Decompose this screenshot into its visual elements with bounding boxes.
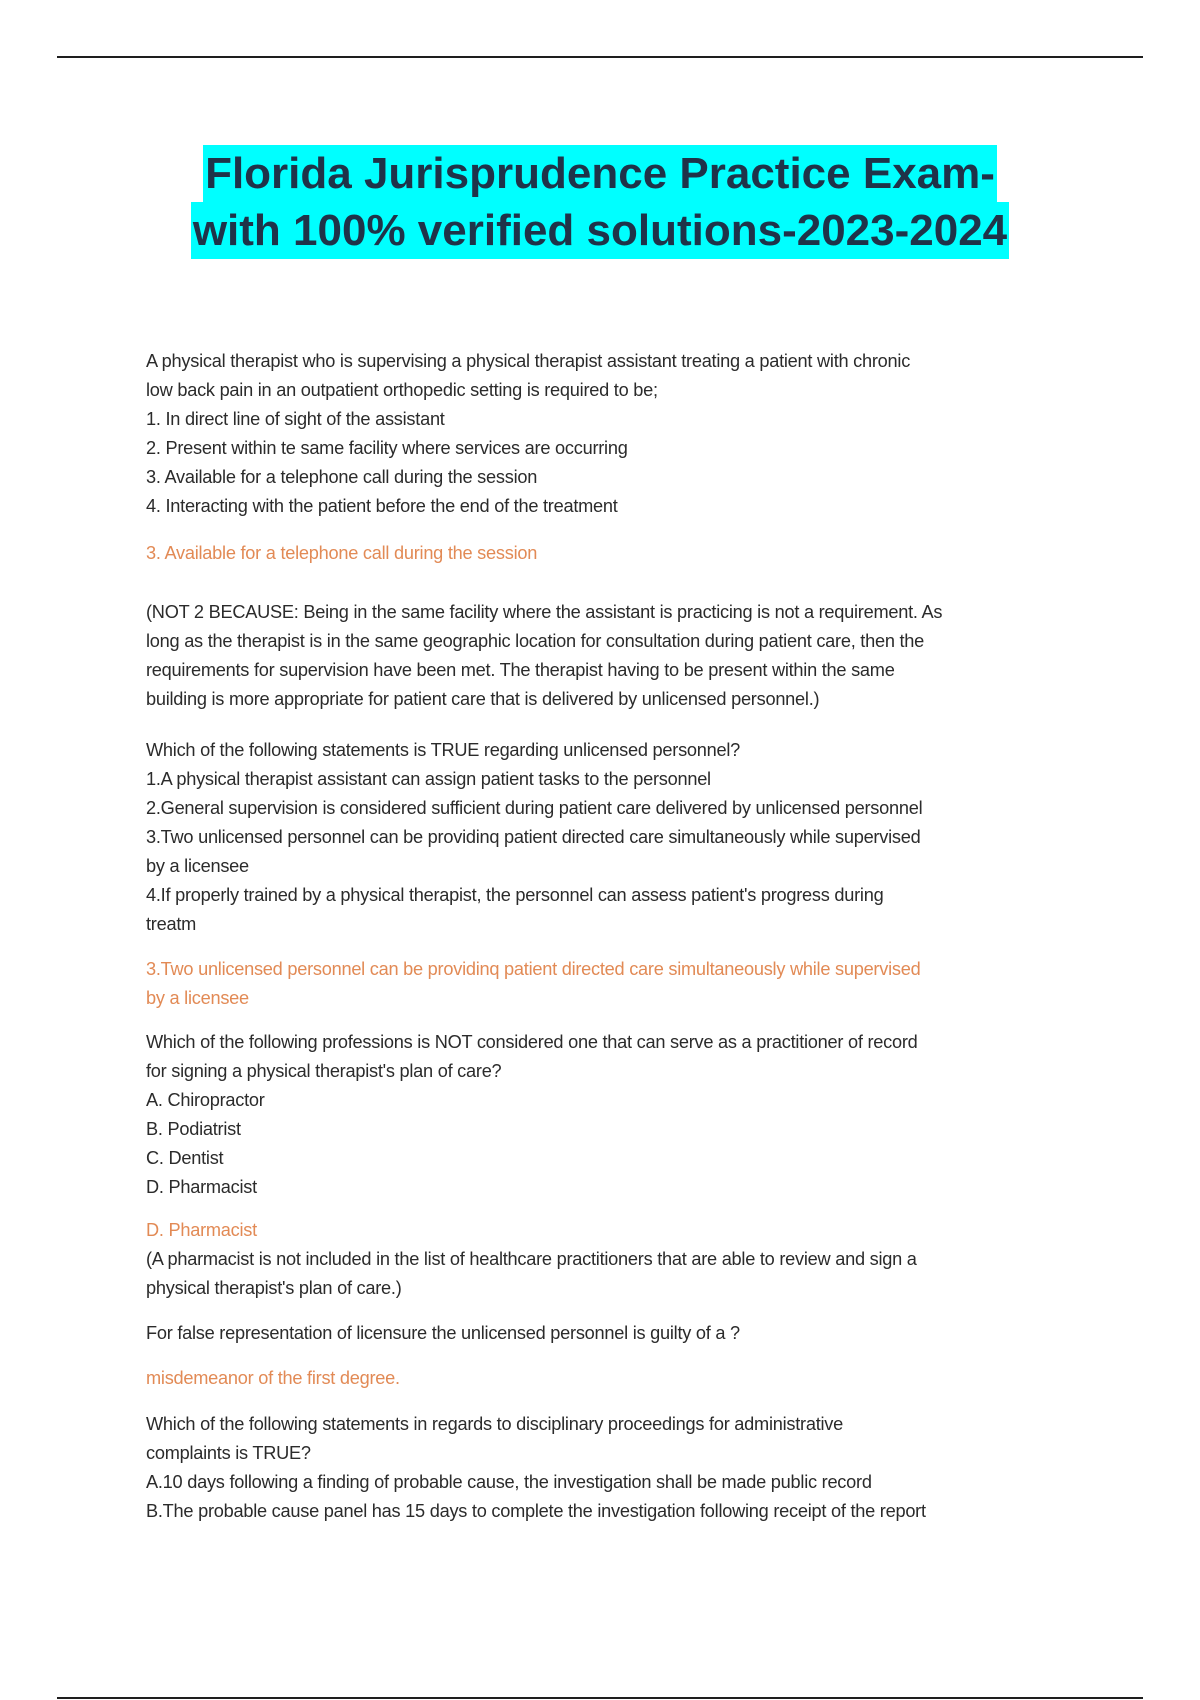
answer-text: misdemeanor of the first degree. <box>146 1368 400 1388</box>
question-stem: A physical therapist who is supervising a physical therapist assistant treating a patient with chronic <box>146 351 911 371</box>
option: 3. Available for a telephone call during the session <box>146 467 538 487</box>
option: 4. Interacting with the patient before the end of the treatment <box>146 496 618 516</box>
explanation-text: requirements for supervision have been met. The therapist having to be present within the same <box>146 660 895 680</box>
option: 3.Two unlicensed personnel can be providinq patient directed care simultaneously while supervised <box>146 827 921 847</box>
option: B.The probable cause panel has 15 days to complete the investigation following receipt of the report <box>146 1501 926 1521</box>
option: 1.A physical therapist assistant can assign patient tasks to the personnel <box>146 769 711 789</box>
answer-2 <box>146 955 1066 1013</box>
option: 2.General supervision is considered sufficient during patient care delivered by unlicensed personnel <box>146 798 923 818</box>
title-line-1: Florida Jurisprudence Practice Exam- <box>203 145 997 202</box>
explanation-text: physical therapist's plan of care.) <box>146 1278 402 1298</box>
answer-text: 3. Available for a telephone call during the session <box>146 543 538 563</box>
explanation-text: (A pharmacist is not included in the list of healthcare practitioners that are able to review and sign a <box>146 1249 917 1269</box>
explanation-text: (NOT 2 BECAUSE: Being in the same facility where the assistant is practicing is not a requirement. As <box>146 602 943 622</box>
top-rule <box>57 56 1143 58</box>
question-5 <box>146 1410 1066 1526</box>
answer-1 <box>146 539 1066 568</box>
answer-text: 3.Two unlicensed personnel can be providinq patient directed care simultaneously while supervised <box>146 959 921 979</box>
option: 4.If properly trained by a physical therapist, the personnel can assess patient's progress during <box>146 885 884 905</box>
answer-text: by a licensee <box>146 988 249 1008</box>
option: A.10 days following a finding of probable cause, the investigation shall be made public record <box>146 1472 872 1492</box>
option: B. Podiatrist <box>146 1119 241 1139</box>
question-2 <box>146 736 1066 939</box>
option: treatm <box>146 914 197 934</box>
question-stem: Which of the following statements in regards to disciplinary proceedings for administrative <box>146 1414 844 1434</box>
answer-3 <box>146 1216 1066 1245</box>
option: C. Dentist <box>146 1148 224 1168</box>
explanation-text: building is more appropriate for patient care that is delivered by unlicensed personnel.) <box>146 689 820 709</box>
option: by a licensee <box>146 856 249 876</box>
bottom-rule <box>57 1697 1143 1699</box>
question-stem: complaints is TRUE? <box>146 1443 311 1463</box>
question-stem: for signing a physical therapist's plan of care? <box>146 1061 502 1081</box>
question-4 <box>146 1319 1066 1348</box>
option: 2. Present within te same facility where services are occurring <box>146 438 628 458</box>
explanation-3 <box>146 1245 1066 1303</box>
option: 1. In direct line of sight of the assistant <box>146 409 445 429</box>
title-line-2: with 100% verified solutions-2023-2024 <box>191 202 1009 259</box>
question-1 <box>146 347 1066 521</box>
explanation-1 <box>146 598 1066 714</box>
option: A. Chiropractor <box>146 1090 265 1110</box>
question-stem: low back pain in an outpatient orthopedic setting is required to be; <box>146 380 658 400</box>
answer-text: D. Pharmacist <box>146 1220 257 1240</box>
question-stem: For false representation of licensure the unlicensed personnel is guilty of a ? <box>146 1323 740 1343</box>
question-stem: Which of the following professions is NOT considered one that can serve as a practitioner of record <box>146 1032 918 1052</box>
question-3 <box>146 1028 1066 1202</box>
answer-4 <box>146 1364 1066 1393</box>
option: D. Pharmacist <box>146 1177 257 1197</box>
document-title <box>0 145 1200 259</box>
question-stem: Which of the following statements is TRUE regarding unlicensed personnel? <box>146 740 741 760</box>
explanation-text: long as the therapist is in the same geographic location for consultation during patient care, then the <box>146 631 925 651</box>
